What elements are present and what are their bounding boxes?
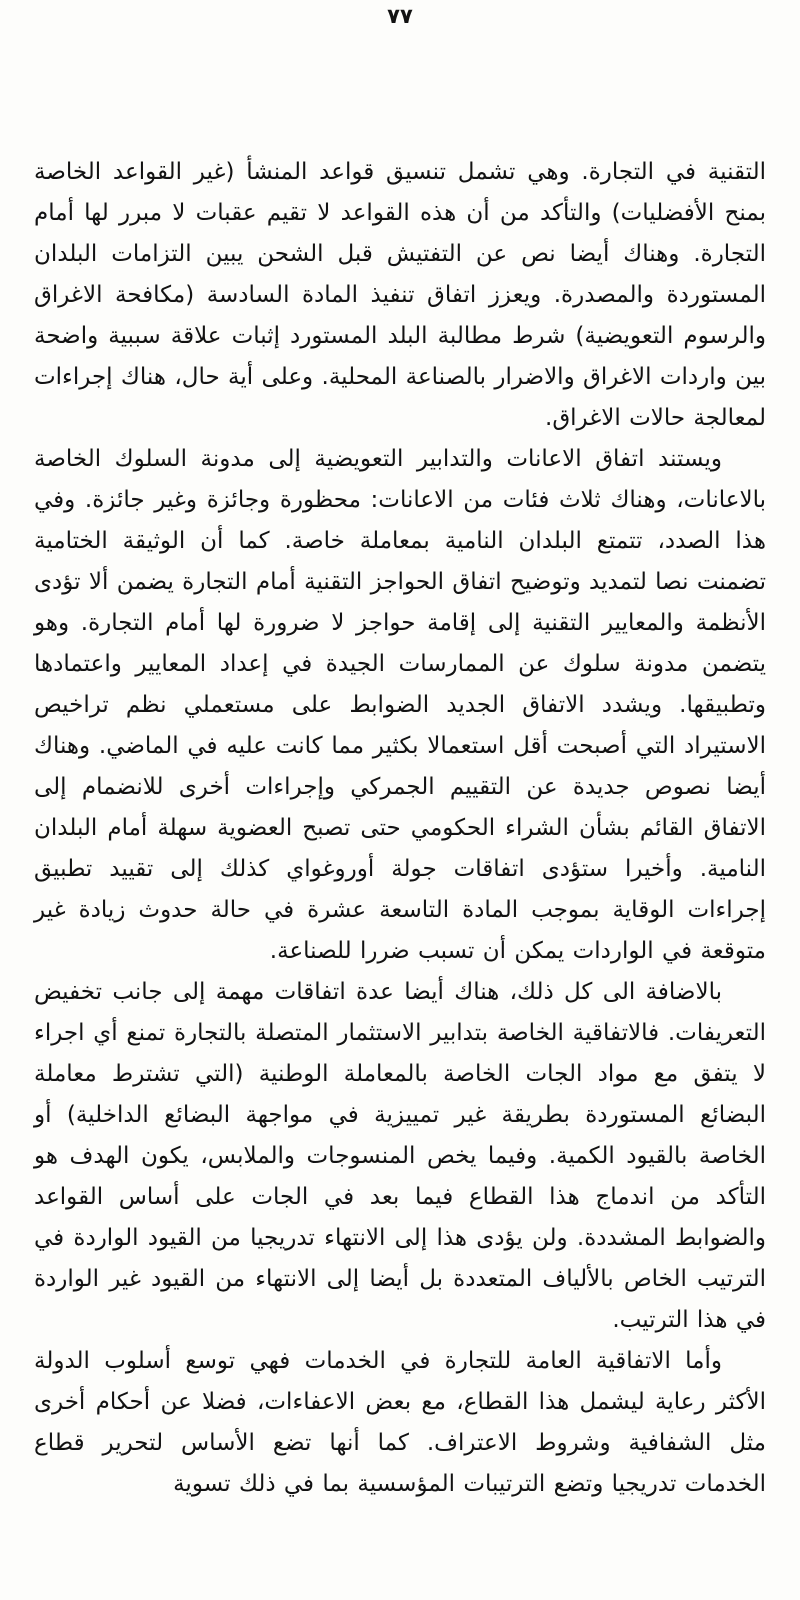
paragraph: بالاضافة الى كل ذلك، هناك أيضا عدة اتفاقات مهمة إلى جانب تخفيض التعريفات. فالاتفاقية الخاصة بتدابير الاستثمار المتصلة بالتجارة تمنع أي اجراء لا يتفق مع مواد الجات الخاصة بالمعاملة الوطنية (التي تشترط معاملة البضائع المستوردة بطريقة غير تمييزية في مواجهة البضائع الداخلية) أو الخاصة بالقيود الكمية. وفيما يخص المنسوجات والملابس، يكون الهدف هو التأكد من اندماج هذا القطاع فيما بعد في الجات على أساس القواعد والضوابط المشددة. ولن يؤدى هذا إلى الانتهاء تدريجيا من القيود الواردة في الترتيب الخاص بالألياف المتعددة بل أيضا إلى الانتهاء من القيود غير الواردة في هذا الترتيب. bbox=[34, 979, 766, 1333]
paragraph: وأما الاتفاقية العامة للتجارة في الخدمات فهي توسع أسلوب الدولة الأكثر رعاية ليشمل هذا القطاع، مع بعض الاعفاءات، فضلا عن أحكام أخرى مثل الشفافية وشروط الاعتراف. كما أنها تضع الأساس لتحرير قطاع الخدمات تدريجيا وتضع الترتيبات المؤسسية بما في ذلك تسوية bbox=[34, 1348, 766, 1497]
page-number: ٧٧ bbox=[387, 4, 413, 28]
paragraph-continuation: التقنية في التجارة. وهي تشمل تنسيق قواعد المنشأ (غير القواعد الخاصة بمنح الأفضليات) والتأكد من أن هذه القواعد لا تقيم عقبات لا مبرر لها أمام التجارة. وهناك أيضا نص عن التفتيش قبل الشحن يبين التزامات البلدان المستوردة والمصدرة. ويعزز اتفاق تنفيذ المادة السادسة (مكافحة الاغراق والرسوم التعويضية) شرط مطالبة البلد المستورد إثبات علاقة سببية واضحة بين واردات الاغراق والاضرار بالصناعة المحلية. وعلى أية حال، هناك إجراءات لمعالجة حالات الاغراق. bbox=[34, 159, 766, 431]
body-text bbox=[34, 152, 766, 1505]
paragraph: ويستند اتفاق الاعانات والتدابير التعويضية إلى مدونة السلوك الخاصة بالاعانات، وهناك ثلاث فئات من الاعانات: محظورة وجائزة وغير جائزة. وفي هذا الصدد، تتمتع البلدان النامية بمعاملة خاصة. كما أن الوثيقة الختامية تضمنت نصا لتمديد وتوضيح اتفاق الحواجز التقنية أمام التجارة يضمن ألا تؤدى الأنظمة والمعايير التقنية إلى إقامة حواجز لا ضرورة لها أمام التجارة. وهو يتضمن مدونة سلوك عن الممارسات الجيدة في إعداد المعايير واعتمادها وتطبيقها. ويشدد الاتفاق الجديد الضوابط على مستعملي نظم تراخيص الاستيراد التي أصبحت أقل استعمالا بكثير مما كانت عليه في الماضي. وهناك أيضا نصوص جديدة عن التقييم الجمركي وإجراءات أخرى للانضمام إلى الاتفاق القائم بشأن الشراء الحكومي حتى تصبح العضوية سهلة أمام البلدان النامية. وأخيرا ستؤدى اتفاقات جولة أوروغواي كذلك إلى تقييد تطبيق إجراءات الوقاية بموجب المادة التاسعة عشرة في حالة حدوث زيادة غير متوقعة في الواردات يمكن أن تسبب ضررا للصناعة. bbox=[34, 446, 766, 964]
